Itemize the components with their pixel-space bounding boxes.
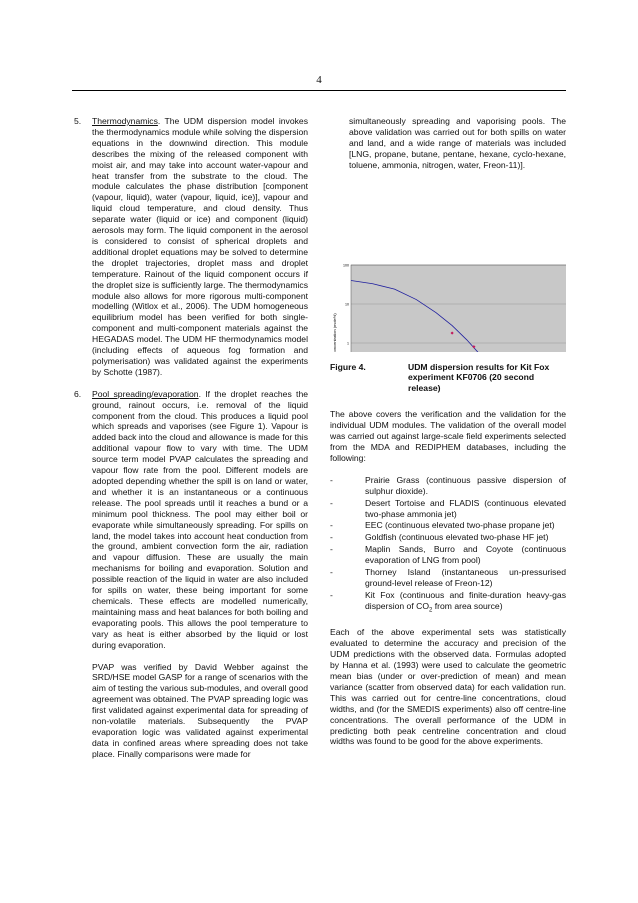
list-text [365,544,566,566]
list-dash: - [330,544,333,555]
list-dash: - [330,520,333,531]
plot-area [351,265,566,352]
chart-svg [330,182,566,352]
item-heading-thermodynamics: Thermodynamics [92,116,158,126]
list-dash: - [330,589,333,600]
figure-caption-text: UDM dispersion results for Kit Fox experiment KF0706 (20 second release) [408,361,550,394]
list-text-main: EEC (continuous elevated two-phase propane jet) [365,520,555,531]
continuation-paragraph: simultaneously spreading and vaporising pools. The above validation was carried out for both spills on water and land, and a wide range of materials was included [LNG, propane, butane, pentane, hexane, cyclo-hexane, toluene, ammonia, nitrogen, water, Freon-11)]. [349,116,566,170]
y-axis-label: Centreline concentration (mole%) [332,312,337,352]
item-body [92,389,308,771]
page-number: 4 [316,74,322,86]
experiment-list-item [330,567,566,589]
numbered-item-6 [74,389,308,771]
header-rule [72,90,566,91]
item-body [92,116,308,378]
list-dash: - [330,474,333,485]
statistics-paragraph: Each of the above experimental sets was statistically evaluated to determine the accuracy and precision of the UDM predictions with the observed data. Formulas adopted by Hanna et al. (1993) were used to calculate the geometric mean bias (under or over-prediction of mean) and mean variance (scatter from observed data) for each validation run. This was carried out for centre-line concentrations, cloud widths, and (for the SMEDIS experiments) also off centre-line concentrations. The overall performance of the UDM in predicting both peak centreline concentration and cloud widths was found to be good for the above experiments. [330,627,566,747]
list-text-main: Thorney Island (instantaneous un-pressurised ground-level release of Freon-12) [365,567,566,588]
experiment-list-item [330,590,566,617]
list-text-subscript: 2 [429,607,433,614]
list-text-main: Desert Tortoise and FLADIS (continuous elevated two-phase ammonia jet) [365,497,566,519]
list-text [365,520,566,531]
item-text: . If the droplet reaches the ground, rainout occurs, i.e. removal of the liquid component from the cloud. This produces a liquid pool which spreads and vaporises (see Figure 1). Vapour is added back into the cloud and allowance is made for this additional vapour flow to vary with time. The UDM source term model PVAP calculates the spreading and vapour flow rate from the pool. Different models are adopted depending whether the spill is on land or water, and whether it is an instantaneous or a continuous release. The pool spreads until it reaches a bund or a minimum pool thickness. The pool may either boil or evaporate while simultaneously spreading. For spills on land, the model takes into account heat conduction from the ground, ambient convection form the air, radiation and vapour diffusion. These are usually the main mechanisms for boiling and evaporation. Solution and possible reaction of the liquid in water are also included for spills on water, these being important for some chemicals. These effects are modelled numerically, maintaining mass and heat balances for both boiling and evaporating pools. This allows the pool temperature to vary as heat is either absorbed by the liquid or lost during evaporation. [92,388,309,650]
list-dash: - [330,532,333,543]
numbered-item-5 [74,116,308,378]
item-text: . The UDM dispersion model invokes the thermodynamics module while solving the dispersion equations in the downwind direction. This module describes the mixing of the released component with moist air, and may take into account water-vapour and heat transfer from the substrate to the cloud. The module calculates the phase distribution [component (vapour, liquid), water (vapour, liquid, ice)], vapour and liquid cloud temperature, and cloud density. Thus separate water (liquid or ice) and component (liquid) aerosols may form. The liquid component in the aerosol is considered to consist of spherical droplets and additional droplet equations may be solved to determine the droplet trajectories, droplet mass and droplet temperature. Rainout of the liquid component occurs if the droplet size is sufficiently large. The thermodynamics module also allows for more rigorous multi-component modelling (Witlox et al., 2006). The UDM homogeneous equilibrium model has been verified for both single-component and multi-component materials against the HEGADAS model. The UDM HF thermodynamics model (including effects of aqueous fog formation and polymerisation) was validated against the experiments by Schotte (1987). [92,116,308,377]
list-text [365,498,566,520]
list-dash: - [330,497,333,508]
experiment-list-item [330,475,566,497]
item-paragraph [92,389,308,651]
item-number: 5. [74,116,82,126]
figure-4-chart [330,182,566,352]
list-text-main: Prairie Grass (continuous passive dispersion of sulphur dioxide). [365,474,566,496]
item-heading-pool-spreading: Pool spreading/evaporation [92,388,199,399]
list-text [365,475,566,497]
figure-label: Figure 4. [330,361,366,372]
list-text-main: Kit Fox (continuous and finite-duration heavy-gas dispersion of CO [365,589,566,611]
experiment-list-item [330,532,566,543]
experiment-list-item [330,498,566,520]
list-text-tail: from area source) [432,600,503,611]
item-number: 6. [74,388,82,399]
list-text-main: Goldfish (continuous elevated two-phase HF jet) [365,532,549,543]
list-text [365,590,566,617]
figure-caption [330,362,566,395]
y-tick-labels [342,263,349,352]
list-text-main: Maplin Sands, Burro and Coyote (continuous evaporation of LNG from pool) [365,544,566,566]
experiment-list-item [330,544,566,566]
left-column [74,116,308,782]
experiment-list-item [330,520,566,531]
list-dash: - [330,567,333,578]
validation-paragraph: The above covers the verification and the validation for the individual UDM modules. The validation of the overall model was carried out against large-scale field experiments selected from the MDA and REDIPHEM databases, including the following: [330,409,566,463]
y-tick-label: 100 [343,262,349,267]
y-tick-label: 10 [345,301,349,306]
right-column [330,116,566,758]
list-text [365,567,566,589]
y-tick-label: 1 [347,340,349,345]
experiment-list [330,475,566,617]
item-paragraph-2: PVAP was verified by David Webber against the SRD/HSE model GASP for a range of scenarios with the aim of testing the various sub-modules, and overall good agreement was obtained. The PVAP spreading logic was first validated against experimental data for spreading of non-volatile materials. Subsequently the PVAP evaporation logic was validated against experimental data in confined areas where spreading does not take place. Finally comparisons were made for [92,661,308,759]
list-text [365,532,566,543]
